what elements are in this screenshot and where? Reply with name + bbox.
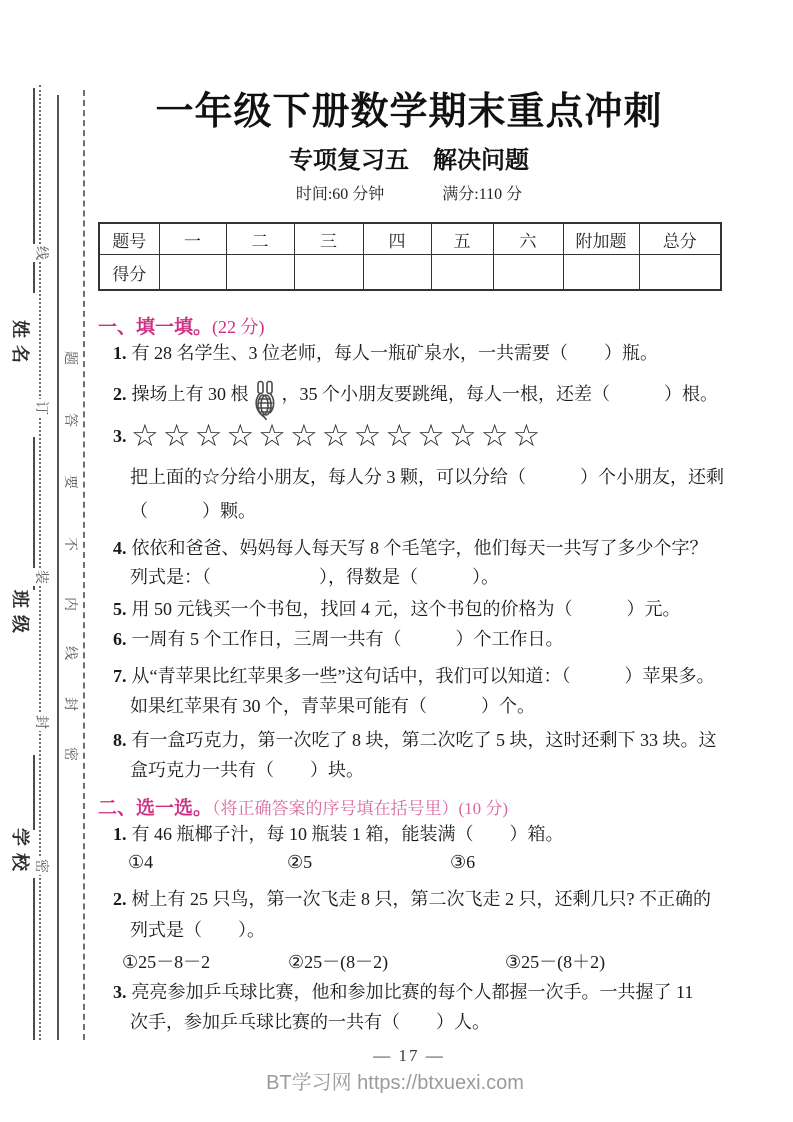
score-row-label: 得分 bbox=[99, 255, 159, 291]
option-1: ①4 bbox=[128, 852, 154, 872]
section1-title: 一、填一填。 bbox=[98, 317, 213, 338]
s1-q7 bbox=[113, 664, 714, 688]
option-2: ②5 bbox=[287, 852, 313, 872]
section1-header bbox=[98, 312, 265, 339]
question-number: 8. bbox=[113, 730, 127, 750]
binding-char: 密 bbox=[33, 859, 48, 873]
binding-char: 订 bbox=[33, 401, 48, 415]
section1-score: (22 分) bbox=[212, 317, 265, 337]
table-header-cell: 总分 bbox=[639, 223, 721, 255]
question-number: 1. bbox=[113, 824, 127, 844]
question-text: 亮亮参加乒乓球比赛，他和参加比赛的每个人都握一次手。一共握了 11 bbox=[131, 982, 694, 1002]
s2-q3-line2: 次手，参加乒乓球比赛的一共有（ ）人。 bbox=[130, 1012, 490, 1032]
score-empty-cell bbox=[226, 255, 294, 291]
option-2: ②25－(8－2) bbox=[288, 952, 389, 972]
s1-q6 bbox=[113, 627, 564, 651]
star-row: ☆☆☆☆☆☆☆☆☆☆☆☆☆ bbox=[131, 418, 545, 454]
score-empty-cell bbox=[493, 255, 563, 291]
seal-char: 密 bbox=[62, 747, 77, 761]
s1-q3-line2: （ ）颗。 bbox=[130, 501, 256, 521]
s1-q5 bbox=[113, 597, 681, 621]
s2-q3 bbox=[113, 980, 693, 1004]
table-header-cell: 二 bbox=[226, 223, 294, 255]
seal-char: 不 bbox=[62, 537, 77, 551]
score-empty-cell bbox=[563, 255, 639, 291]
seal-char: 线 bbox=[62, 646, 77, 660]
section2-title: 二、选一选。 bbox=[98, 798, 213, 819]
table-header-cell: 五 bbox=[431, 223, 493, 255]
name-field-line bbox=[33, 88, 35, 293]
section2-header bbox=[98, 793, 508, 820]
binding-char: 线 bbox=[33, 246, 48, 260]
question-text: 依依和爸爸、妈妈每人每天写 8 个毛笔字，他们每天一共写了多少个字？ bbox=[131, 538, 708, 558]
binding-char: 装 bbox=[33, 570, 48, 584]
s1-q3-line1: 把上面的☆分给小朋友，每人分 3 颗，可以分给（ ）个小朋友，还剩 bbox=[130, 467, 724, 487]
fullscore-info: 满分:110 分 bbox=[442, 186, 523, 203]
time-info: 时间:60 分钟 bbox=[295, 186, 385, 203]
margin-bottom-line bbox=[33, 878, 35, 1040]
question-number: 2. bbox=[113, 384, 127, 404]
question-number: 7. bbox=[113, 666, 127, 686]
seal-char: 封 bbox=[62, 697, 77, 711]
s1-q8 bbox=[113, 728, 717, 752]
s2-q2 bbox=[113, 887, 711, 911]
question-number: 3. bbox=[113, 982, 127, 1002]
score-empty-cell bbox=[431, 255, 493, 291]
question-text: 有 46 瓶椰子汁，每 10 瓶装 1 箱，能装满（ ）箱。 bbox=[131, 824, 564, 844]
question-text: 有一盒巧克力，第一次吃了 8 块，第二次吃了 5 块，这时还剩下 33 块。这 bbox=[131, 730, 717, 750]
page-title: 一年级下册数学期末重点冲刺 bbox=[155, 91, 663, 133]
section2-score: (10 分) bbox=[458, 799, 509, 818]
option-3: ③25－(8＋2) bbox=[505, 952, 606, 972]
table-header-cell: 题号 bbox=[99, 223, 159, 255]
table-header-cell: 附加题 bbox=[563, 223, 639, 255]
question-text: 一周有 5 个工作日，三周一共有（ ）个工作日。 bbox=[131, 629, 564, 649]
exam-info-line bbox=[98, 181, 720, 204]
seal-char: 答 bbox=[62, 413, 77, 427]
s1-q2 bbox=[113, 380, 718, 408]
question-text: 操场上有 30 根 bbox=[131, 384, 249, 404]
question-number: 1. bbox=[113, 343, 127, 363]
table-header-cell: 六 bbox=[493, 223, 563, 255]
s1-q3-number-line bbox=[113, 424, 132, 448]
seal-solid-line bbox=[57, 95, 59, 1040]
margin-dashed-line bbox=[83, 90, 85, 1040]
school-field-line bbox=[33, 755, 35, 830]
question-number: 6. bbox=[113, 629, 127, 649]
table-header-cell: 一 bbox=[159, 223, 226, 255]
score-empty-cell bbox=[294, 255, 363, 291]
option-3: ③6 bbox=[450, 852, 476, 872]
s2-q1 bbox=[113, 822, 564, 846]
section2-note: （将正确答案的序号填在括号里） bbox=[212, 799, 459, 818]
seal-char: 题 bbox=[62, 351, 77, 365]
page-subtitle: 专项复习五 解决问题 bbox=[289, 148, 529, 174]
class-field-label: 班级 bbox=[10, 590, 30, 640]
s1-q4-line2: 列式是：（ ），得数是（ ）。 bbox=[130, 567, 499, 587]
s1-q4 bbox=[113, 536, 708, 560]
table-header-cell: 三 bbox=[294, 223, 363, 255]
s2-q2-line2: 列式是（ ）。 bbox=[130, 920, 265, 940]
question-number: 2. bbox=[113, 889, 127, 909]
option-1: ①25－8－2 bbox=[122, 952, 211, 972]
s1-q8-line2: 盒巧克力一共有（ ）块。 bbox=[130, 760, 364, 780]
seal-char: 内 bbox=[62, 597, 77, 611]
question-text: 有 28 名学生、3 位老师，每人一瓶矿泉水，一共需要（ ）瓶。 bbox=[131, 343, 658, 363]
jump-rope-icon bbox=[251, 380, 281, 422]
binding-char: 封 bbox=[33, 715, 48, 729]
table-header-cell: 四 bbox=[363, 223, 431, 255]
question-number: 4. bbox=[113, 538, 127, 558]
question-text: ，35 个小朋友要跳绳，每人一根，还差（ ）根。 bbox=[281, 384, 718, 404]
binding-dotted-line bbox=[39, 85, 41, 1040]
s1-q7-line2: 如果红苹果有 30 个，青苹果可能有（ ）个。 bbox=[130, 696, 535, 716]
question-text: 树上有 25 只鸟，第一次飞走 8 只，第二次飞走 2 只，还剩几只? 不正确的 bbox=[131, 889, 711, 909]
seal-char: 要 bbox=[62, 475, 77, 489]
score-empty-cell bbox=[363, 255, 431, 291]
watermark-text: BT学习网 https://btxuexi.com bbox=[266, 1072, 524, 1094]
question-text: 从“青苹果比红苹果多一些”这句话中，我们可以知道：（ ）苹果多。 bbox=[131, 666, 715, 686]
question-text: 用 50 元钱买一个书包，找回 4 元，这个书包的价格为（ ）元。 bbox=[131, 599, 681, 619]
name-field-label: 姓名 bbox=[10, 320, 30, 370]
score-table bbox=[98, 222, 722, 291]
question-number: 3. bbox=[113, 426, 127, 446]
question-number: 5. bbox=[113, 599, 127, 619]
score-empty-cell bbox=[639, 255, 721, 291]
s1-q1 bbox=[113, 341, 658, 365]
page-number: — 17 — bbox=[373, 1046, 445, 1065]
school-field-label: 学校 bbox=[10, 828, 30, 878]
score-empty-cell bbox=[159, 255, 226, 291]
